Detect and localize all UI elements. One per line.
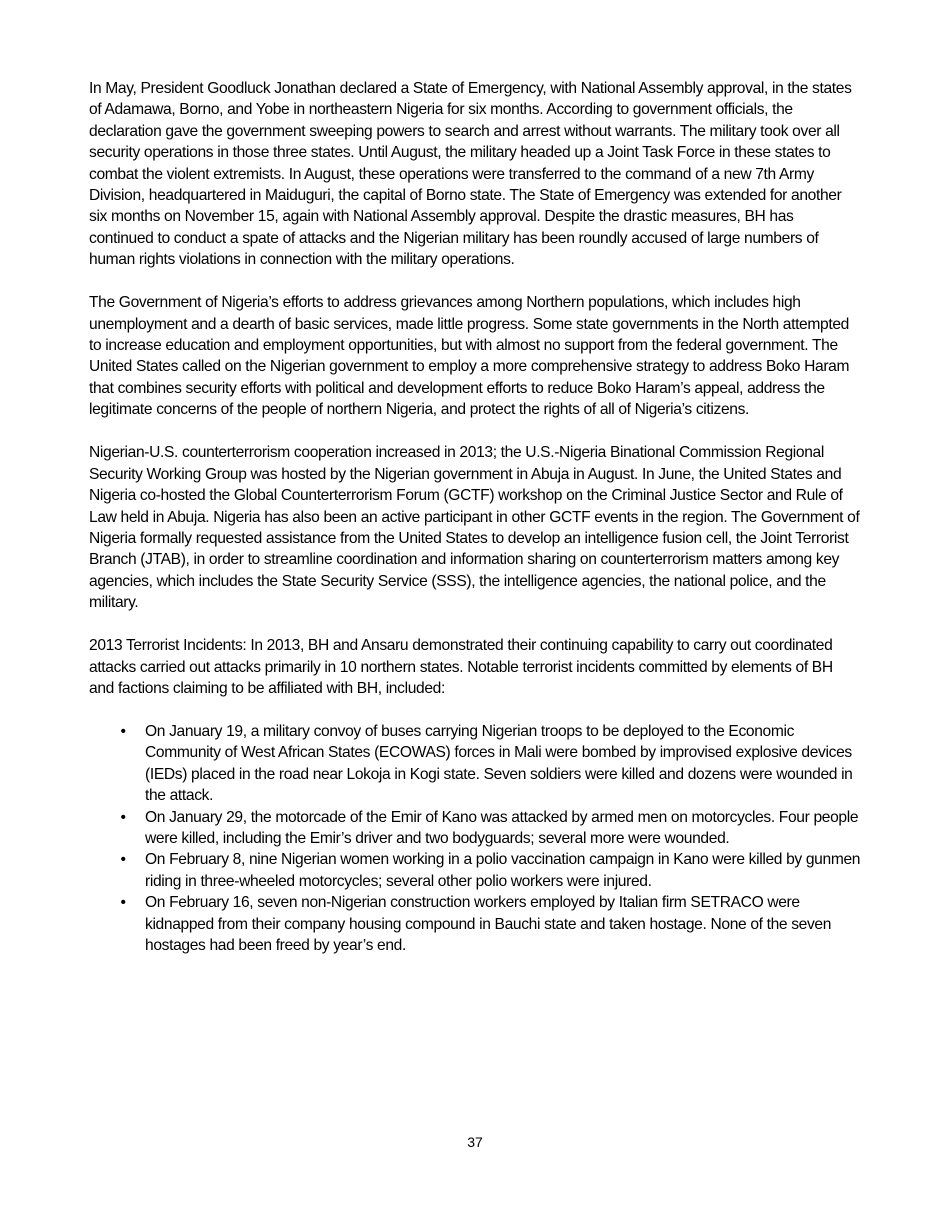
bullet-icon: • bbox=[120, 808, 126, 826]
list-item-text: On February 16, seven non-Nigerian construction workers employed by Italian firm SETRACO were kidnapped from their company housing compound in Bauchi state and taken hostage. None of the seven hostages had been freed by year’s end. bbox=[145, 894, 832, 954]
list-item bbox=[89, 849, 861, 892]
paragraph-cooperation: Nigerian-U.S. counterterrorism cooperation increased in 2013; the U.S.-Nigeria Binational Commission Regional Security Working Group was hosted by the Nigerian government in Abuja in August. In June, the United States and Nigeria co-hosted the Global Counterterrorism Forum (GCTF) workshop on the Criminal Justice Sector and Rule of Law held in Abuja. Nigeria has also been an active participant in other GCTF events in the region. The Government of Nigeria formally requested assistance from the United States to develop an intelligence fusion cell, the Joint Terrorist Branch (JTAB), in order to streamline coordination and information sharing on counterterrorism matters among key agencies, which includes the State Security Service (SSS), the intelligence agencies, the national police, and the military. bbox=[89, 444, 860, 612]
list-item-text: On January 29, the motorcade of the Emir of Kano was attacked by armed men on motorcycles. Four people were killed, including the Emir’s driver and two bodyguards; several more were wounded. bbox=[145, 808, 859, 847]
page-body bbox=[89, 78, 861, 956]
bullet-icon: • bbox=[120, 851, 126, 869]
list-item-text: On January 19, a military convoy of buses carrying Nigerian troops to be deployed to the Economic Community of West African States (ECOWAS) forces in Mali were bombed by improvised explosive devices (IEDs) placed in the road near Lokoja in Kogi state. Seven soldiers were killed and dozens were wounded in the attack. bbox=[145, 722, 853, 805]
bullet-icon: • bbox=[120, 722, 126, 740]
bullet-icon: • bbox=[120, 894, 126, 912]
paragraph-grievances: The Government of Nigeria’s efforts to address grievances among Northern populations, which includes high unemployment and a dearth of basic services, made little progress. Some state governments in the North attempted to increase education and employment opportunities, but with almost no support from the federal government. The United States called on the Nigerian government to employ a more comprehensive strategy to address Boko Haram that combines security efforts with political and development efforts to reduce Boko Haram’s appeal, address the legitimate concerns of the people of northern Nigeria, and protect the rights of all of Nigeria’s citizens. bbox=[89, 294, 850, 419]
paragraph-state-of-emergency: In May, President Goodluck Jonathan declared a State of Emergency, with National Assembly approval, in the states of Adamawa, Borno, and Yobe in northeastern Nigeria for six months. According to government officials, the declaration gave the government sweeping powers to search and arrest without warrants. The military took over all security operations in those three states. Until August, the military headed up a Joint Task Force in these states to combat the violent extremists. In August, these operations were transferred to the command of a new 7th Army Division, headquartered in Maiduguri, the capital of Borno state. The State of Emergency was extended for another six months on November 15, again with National Assembly approval. Despite the drastic measures, BH has continued to conduct a spate of attacks and the Nigerian military has been roundly accused of large numbers of human rights violations in connection with the military operations. bbox=[89, 80, 852, 269]
list-item bbox=[89, 721, 861, 807]
list-item-text: On February 8, nine Nigerian women working in a polio vaccination campaign in Kano were killed by gunmen riding in three-wheeled motorcycles; several other polio workers were injured. bbox=[145, 851, 861, 890]
incident-list bbox=[89, 721, 861, 956]
page-number: 37 bbox=[467, 1134, 483, 1150]
list-item bbox=[89, 807, 861, 850]
list-item bbox=[89, 892, 861, 956]
paragraph-incidents-intro: 2013 Terrorist Incidents: In 2013, BH and Ansaru demonstrated their continuing capability to carry out coordinated attacks carried out attacks primarily in 10 northern states. Notable terrorist incidents committed by elements of BH and factions claiming to be affiliated with BH, included: bbox=[89, 637, 833, 697]
